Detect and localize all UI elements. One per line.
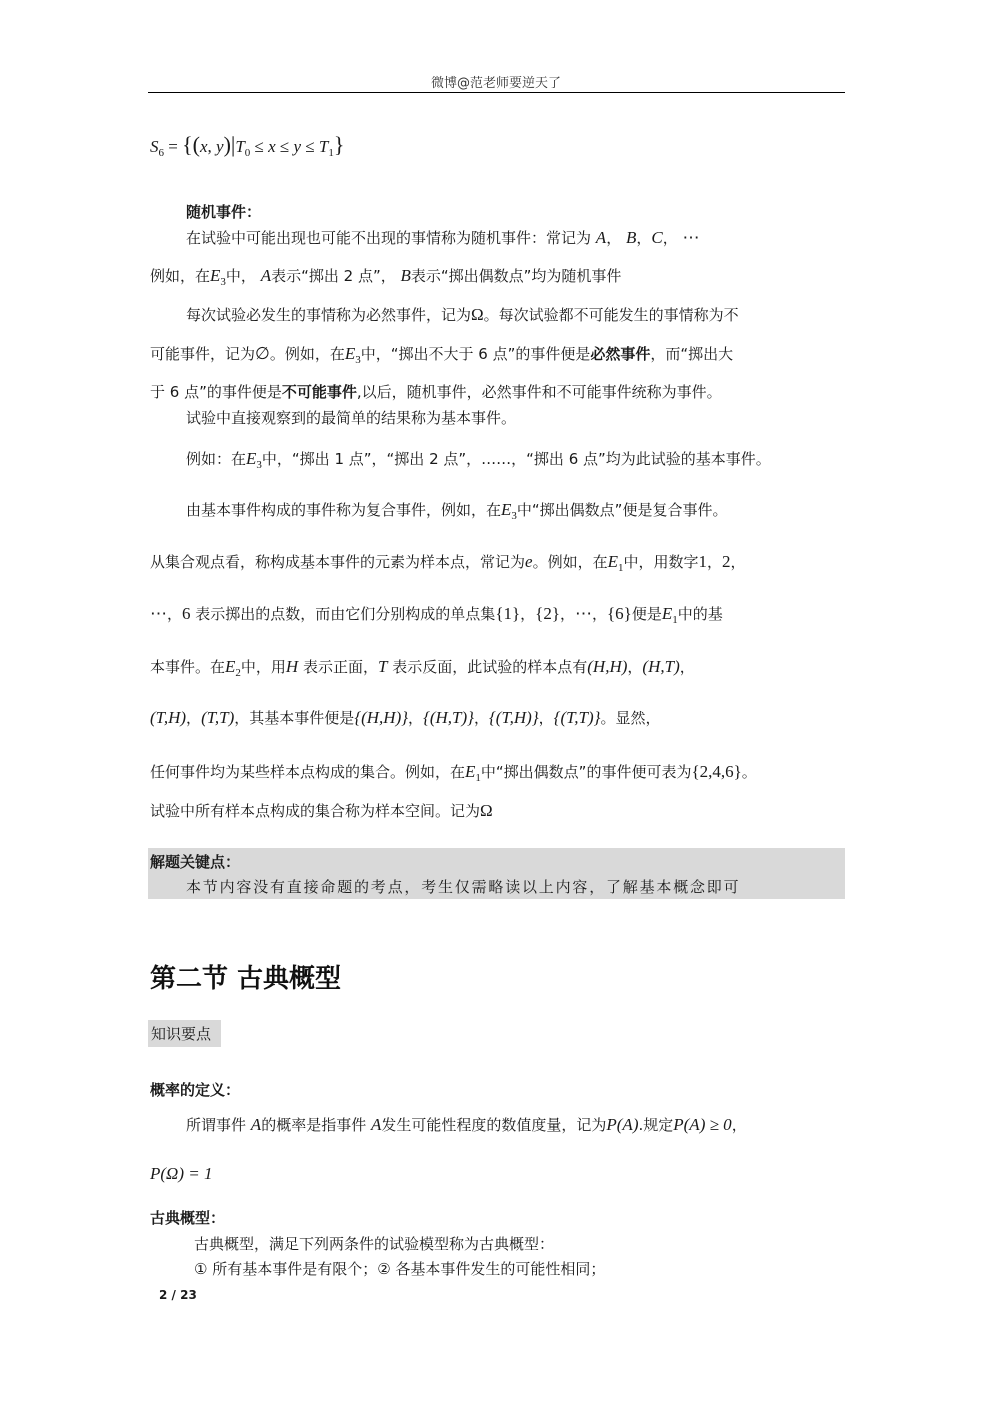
sample-line-1 [150,552,746,578]
page-number: 2 / 23 [159,1288,197,1302]
classical-conditions: ① 所有基本事件是有限个；② 各基本事件发生的可能性相同； [194,1260,606,1278]
sample-line-6 [150,801,493,821]
text: 中“掷出偶数点”的事件便可表为 [480,763,692,781]
sym-b: B [400,266,411,285]
sym-a: A [260,266,272,285]
text: 中，用数字 [623,553,699,571]
text: 便是 [631,605,662,623]
s6-t1: T [318,137,329,156]
text: 于 6 点”的事件便是 [150,383,282,401]
text: 所谓事件 [186,1116,247,1134]
sym-e-sub: 3 [220,276,226,288]
text: 由基本事件构成的事件称为复合事件，例如，在 [186,501,502,519]
text: 例如：在 [186,450,247,468]
s6-open-brace: {( [182,132,200,157]
text: 从集合观点看，称构成基本事件的元素为样本点，常记为 [150,553,526,571]
sep: ， [636,229,652,247]
text: 发生可能性程度的数值度量，记为 [381,1116,607,1134]
text: 任何事件均为某些样本点构成的集合。例如，在 [150,763,466,781]
sep: ， [662,229,678,247]
omega-symbol: Ω [471,305,484,324]
text: 中，“掷出 1 点”，“掷出 2 点”，……，“掷出 6 点”均为此试验的基本事件。 [261,450,771,468]
sym-a: A [370,1115,382,1134]
sym-e: E [344,344,356,363]
s6-x2: x [268,137,276,156]
s6-bar: | [230,132,236,157]
text: 例如，在 [150,267,211,285]
text: .规定 [638,1116,674,1134]
text: ， [706,553,722,571]
text: 中， [225,267,256,285]
set-2: {2} [535,604,560,623]
s6-le1: ≤ [250,137,269,156]
s6-y: y [216,137,224,156]
sym-h: H [285,657,299,676]
sym-e: E [465,762,476,781]
set-th: {(T,H)} [488,708,539,727]
s6-comma: , [207,137,217,156]
point-hh: (H,H) [587,657,628,676]
s6-x: x [199,137,208,156]
s6-close-paren: ) [223,132,231,157]
impossible-event-term: 不可能事件 [281,383,357,401]
num: 1 [698,552,707,571]
random-event-def-text: 在试验中可能出现也可能不出现的事情称为随机事件：常记为 [186,229,592,247]
s6-le3: ≤ [301,137,319,156]
text: 。每次试验都不可能发生的事情称为不 [483,306,739,324]
text: ， [538,709,554,727]
text: 。例如，在 [269,345,345,363]
text: 表示“掷出偶数点”均为随机事件 [410,267,622,285]
set-6: {6} [607,604,632,623]
text: 可能事件，记为 [150,345,256,363]
empty-set-symbol: ∅ [255,344,270,363]
text: 表示正面， [302,658,378,676]
ellipsis: ⋯ [682,228,700,247]
p-of-a-nonneg: P(A) ≥ 0 [673,1115,732,1134]
sym-e-sub: 1 [617,562,624,574]
section-title: 第二节 古典概型 [150,964,342,994]
text: ， [520,605,536,623]
text: 。 [741,763,757,781]
set-even: {2,4,6} [691,762,742,781]
text: 中，“掷出不大于 6 点”的事件便是 [360,345,591,363]
ellipsis: ⋯ [150,604,167,623]
sym-e-sub: 3 [256,459,262,471]
text: ， [408,709,424,727]
basic-event-example [186,449,771,475]
set-1: {1} [495,604,521,623]
text: ， [627,658,643,676]
text: ， [559,605,575,623]
sym-c: C [651,228,663,247]
text: 试验中所有样本点构成的集合称为样本空间。记为 [150,802,481,820]
set-tt: {(T,T)} [553,708,601,727]
text: ， [186,709,202,727]
key-points-heading: 解题关键点： [150,853,241,871]
sym-e-sub: 1 [475,772,481,784]
random-event-heading: 随机事件： [186,203,262,221]
sym-e: E [501,500,512,519]
point-ht: (H,T) [642,657,680,676]
sym-a: A [250,1115,262,1134]
prob-def-text [186,1115,747,1135]
random-event-def [186,228,700,248]
s6-y2: y [293,137,302,156]
s6-t1-sub: 1 [328,147,334,159]
text: ， [730,553,746,571]
basic-event-def: 试验中直接观察到的最简单的结果称为基本事件。 [186,409,517,427]
text: ， [167,605,183,623]
text: ， [592,605,608,623]
page-header: 微博@范老师要逆天了 [430,76,561,91]
s6-equals: = [164,137,183,156]
text: ， [679,658,695,676]
classical-heading: 古典概型： [150,1209,226,1227]
certain-line-3 [150,382,722,402]
set-ht: {(H,T)} [423,708,474,727]
point-tt: (T,T) [201,708,235,727]
sym-e: E [661,604,673,623]
point-th: (T,H) [150,708,187,727]
sym-a: A [595,228,607,247]
sample-line-3 [150,657,695,683]
text: 每次试验必发生的事情称为必然事件，记为 [186,306,472,324]
text: 中，用 [240,658,286,676]
text: ， [731,1116,747,1134]
header-rule [148,92,845,93]
s6-t0: T [235,137,245,156]
sample-line-2 [150,604,723,630]
sym-e: E [210,266,221,285]
set-hh: {(H,H)} [354,708,409,727]
classical-def: 古典概型，满足下列两条件的试验模型称为古典概型： [194,1235,555,1253]
text: 本事件。在 [150,658,226,676]
sym-t: T [378,657,388,676]
text: 表示掷出的点数，而由它们分别构成的单点集 [195,605,496,623]
sym-e: E [607,552,618,571]
certain-line-1 [186,305,739,325]
sym-e-sub: 1 [672,614,678,626]
p-omega-formula: P(Ω) = 1 [150,1164,213,1183]
sym-e: E [246,449,257,468]
num: 2 [722,552,731,571]
sym-e-sub: 3 [355,354,361,366]
text: ，其基本事件便是 [234,709,355,727]
s6-t0-sub: 0 [244,147,251,159]
sym-e: E [225,657,236,676]
certain-event-term: 必然事件 [590,345,651,363]
num: 6 [182,604,191,623]
sym-e-sub: 3 [511,510,517,522]
s6-le2: ≤ [275,137,294,156]
compound-event [186,500,727,526]
sym-e-lower: e [525,552,533,571]
text: ,以后，随机事件，必然事件和不可能事件统称为事件。 [356,383,722,401]
sym-b: B [625,228,637,247]
omega-symbol: Ω [480,801,493,820]
text: 的概率是指事件 [261,1116,367,1134]
knowledge-tag: 知识要点 [151,1025,212,1043]
certain-line-2 [150,344,733,370]
text: ，而“掷出大 [650,345,734,363]
s6-close-brace: } [333,132,345,157]
text: 表示“掷出 2 点”， [271,267,396,285]
s6-symbol: S [150,137,159,156]
text: 。例如，在 [532,553,608,571]
key-points-text: 本节内容没有直接命题的考点，考生仅需略读以上内容，了解基本概念即可 [186,878,741,896]
text: 表示反面，此试验的样本点有 [392,658,588,676]
sample-line-4 [150,708,660,728]
text: ， [473,709,489,727]
p-of-a: P(A) [606,1115,639,1134]
text: 中的基 [677,605,723,623]
text: 。显然， [600,709,661,727]
sample-line-5 [150,762,757,788]
s6-formula [150,132,344,159]
sep: ， [606,229,622,247]
ellipsis: ⋯ [575,604,592,623]
prob-def-heading: 概率的定义： [150,1081,241,1099]
text: 中“掷出偶数点”便是复合事件。 [516,501,728,519]
s6-subscript: 6 [158,147,164,159]
sym-e-sub: 2 [235,667,241,679]
random-event-example [150,266,621,292]
